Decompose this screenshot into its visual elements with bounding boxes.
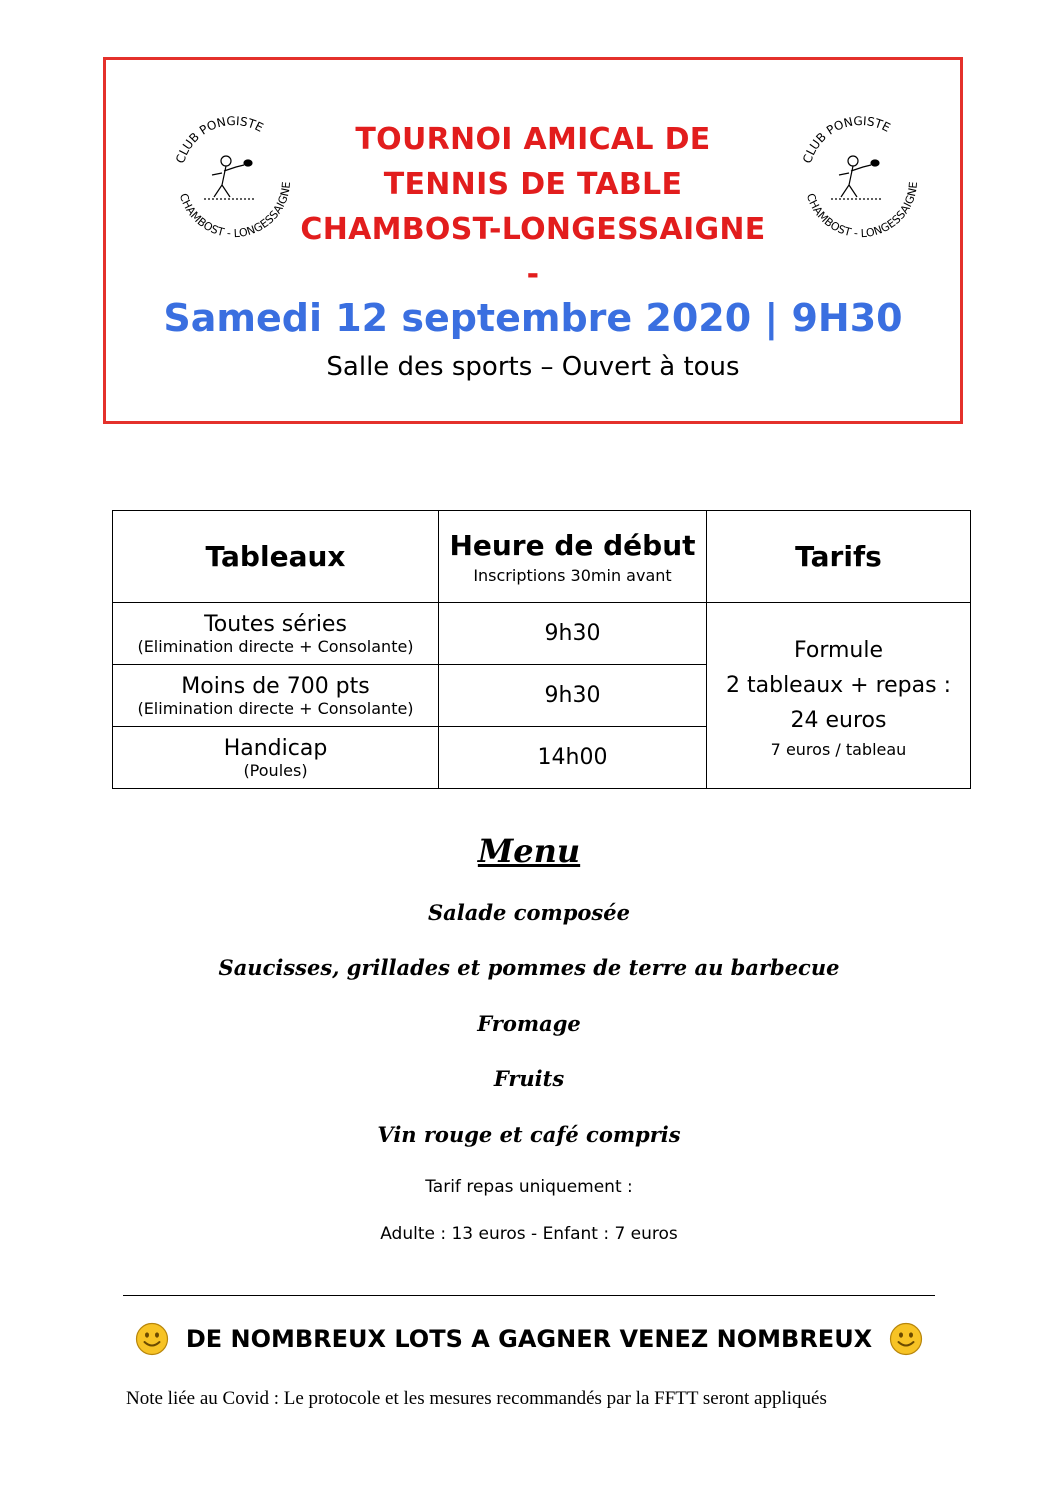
row-time-cell (439, 727, 707, 789)
svg-text:CHAMBOST - LONGESSAIGNE: CHAMBOST - LONGESSAIGNE (176, 181, 294, 241)
tarif-line-1: Formule (793, 637, 883, 663)
row-name-cell (113, 603, 439, 665)
event-venue: Salle des sports – Ouvert à tous (326, 352, 740, 382)
prizes-banner (0, 1322, 1058, 1356)
schedule-table (112, 510, 971, 789)
title-line-4: - (526, 257, 540, 292)
row-detail: (Elimination directe + Consolante) (137, 636, 414, 656)
row-time-cell (439, 665, 707, 727)
header-tarifs (707, 511, 971, 603)
row-name: Handicap (223, 735, 328, 761)
menu-item: Fromage (477, 1011, 581, 1036)
header-heure (439, 511, 707, 603)
menu-item: Salade composée (428, 900, 630, 925)
row-time: 14h00 (537, 745, 608, 770)
meal-price-title: Tarif repas uniquement : (425, 1177, 633, 1197)
menu-title: Menu (477, 832, 581, 870)
row-name: Toutes séries (204, 611, 347, 637)
title-line-3: CHAMBOST-LONGESSAIGNE (300, 212, 766, 247)
header-tarifs-label: Tarifs (795, 540, 882, 573)
title-line-2: TENNIS DE TABLE (383, 167, 683, 202)
row-detail: (Poules) (243, 760, 308, 780)
tarif-line-3: 24 euros (790, 707, 887, 733)
banner-text: DE NOMBREUX LOTS A GAGNER VENEZ NOMBREUX (185, 1325, 873, 1353)
menu-item: Saucisses, grillades et pommes de terre au barbecue (218, 955, 840, 980)
row-time: 9h30 (544, 621, 601, 646)
table-header-row (113, 511, 971, 603)
menu-item: Fruits (493, 1066, 565, 1091)
svg-text:CLUB PONGISTE: CLUB PONGISTE (800, 115, 893, 166)
svg-text:CHAMBOST - LONGESSAIGNE: CHAMBOST - LONGESSAIGNE (803, 181, 921, 241)
svg-text:CLUB PONGISTE: CLUB PONGISTE (173, 115, 266, 166)
header-tableaux (113, 511, 439, 603)
title-line-1: TOURNOI AMICAL DE (355, 122, 711, 157)
header-heure-sub: Inscriptions 30min avant (473, 565, 672, 585)
row-time-cell (439, 603, 707, 665)
event-date: Samedi 12 septembre 2020 | 9H30 (163, 296, 903, 340)
covid-note: Note liée au Covid : Le protocole et les mesures recommandés par la FFTT seront appliqués (126, 1388, 827, 1409)
header-frame (103, 57, 963, 424)
tarif-cell (707, 603, 971, 789)
tarif-line-2: 2 tableaux + repas : (726, 672, 951, 698)
header-tableaux-label: Tableaux (205, 540, 346, 573)
row-name-cell (113, 727, 439, 789)
header-heure-label: Heure de début (449, 528, 696, 562)
meal-price-line: Adulte : 13 euros - Enfant : 7 euros (380, 1224, 678, 1244)
row-name: Moins de 700 pts (181, 673, 370, 699)
row-name-cell (113, 665, 439, 727)
menu-item: Vin rouge et café compris (377, 1122, 681, 1147)
table-row (113, 603, 971, 665)
smiley-face-icon (135, 1322, 169, 1356)
row-time: 9h30 (544, 683, 601, 708)
tarif-line-4: 7 euros / tableau (770, 739, 907, 759)
row-detail: (Elimination directe + Consolante) (137, 698, 414, 718)
smiley-face-icon (889, 1322, 923, 1356)
divider (123, 1295, 935, 1296)
